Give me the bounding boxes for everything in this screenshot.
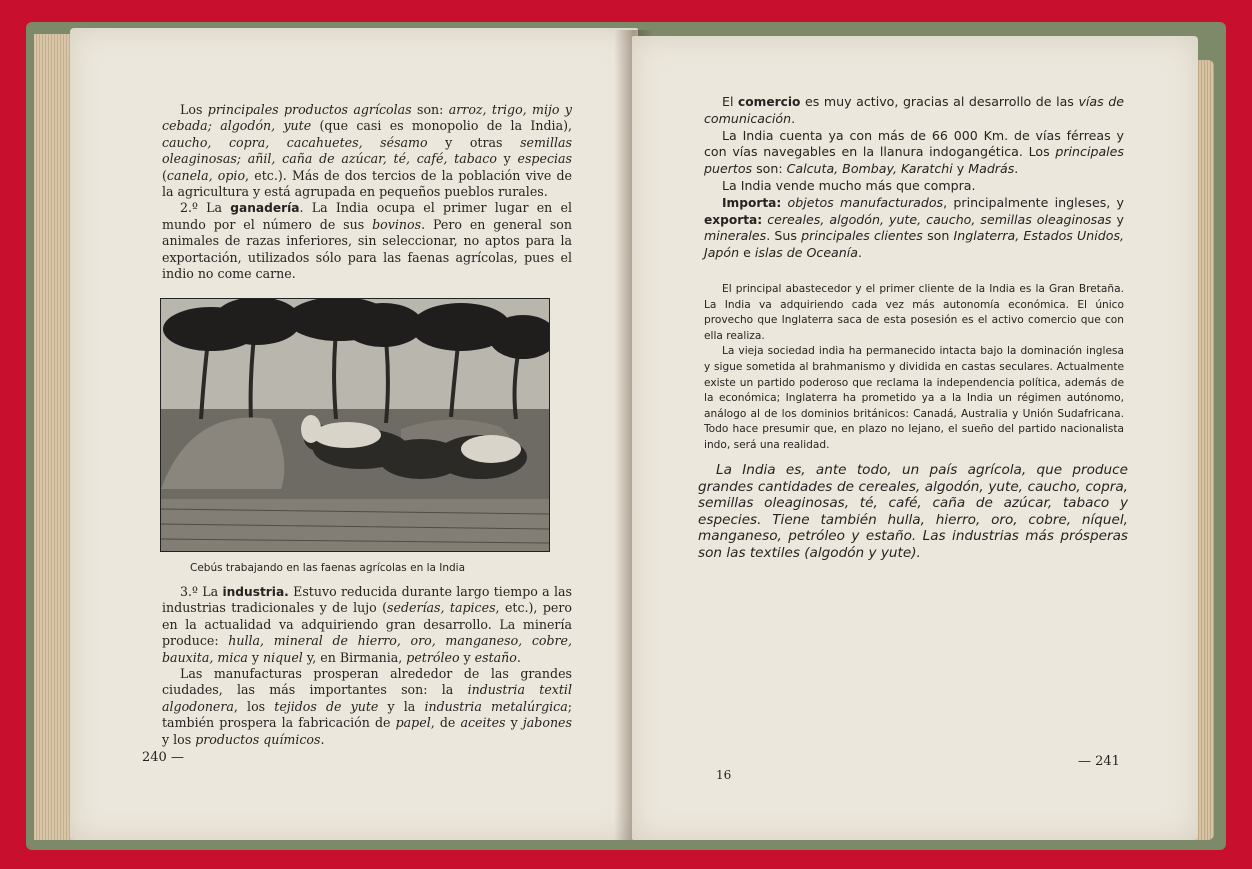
paragraph-manufactures: Las manufacturas prosperan alrededor de las grandes ciudades, las más importantes son: la industria textil algodonera, los tejidos de yute y la industria metalúrgica; también prospera la fabricación de papel, de aceites y jabones y los productos químicos. <box>162 666 572 747</box>
left-column <box>162 102 572 282</box>
paragraph-livestock: 2.º La ganadería. La India ocupa el primer lugar en el mundo por el número de sus bovinos. Pero en general son animales de razas inferiores, sin seleccionar, no aptos para la exportación, utilizados sólo para las faenas agrícolas, pues el indio no come carne. <box>162 200 572 282</box>
right-page <box>632 36 1198 840</box>
paragraph-agricultural-products: Los principales productos agrícolas son: arroz, trigo, mijo y cebada; algodón, yute (que casi es monopolio de la India), caucho, copra, cacahuetes, sésamo y otras semillas oleaginosas; añil, caña de azúcar, té, café, tabaco y especias (canela, opio, etc.). Más de dos tercios de la población vive de la agricultura y está agrupada en pequeños pueblos rurales. <box>162 102 573 200</box>
paragraph-great-britain: El principal abastecedor y el primer cliente de la India es la Gran Bretaña. La India va adquiriendo cada vez más autonomía económica. El único provecho que Inglaterra saca de esta posesión es el activo comercio que con ella realiza. <box>704 283 1124 342</box>
page-number-right: — 241 <box>1078 754 1120 769</box>
left-column-lower <box>162 584 572 748</box>
paragraph-railways: La India cuenta ya con más de 66 000 Km. de vías férreas y con vías navegables en la llanura indogangética. Los principales puertos son: Calcuta, Bombay, Karatchi y Madrás. <box>704 127 1124 177</box>
paragraph-commerce: El comercio es muy activo, gracias al desarrollo de las vías de comunicación. <box>704 94 1124 126</box>
photo-zebu-oxen <box>160 298 550 552</box>
signature-mark: 16 <box>716 768 732 782</box>
right-column-upper <box>704 94 1124 262</box>
paragraph-imports-exports: Importa: objetos manufacturados, principalmente ingleses, y exporta: cereales, algodón, yute, caucho, semillas oleaginosas y minerales. Sus principales clientes son Inglaterra, Estados Unidos, Japón e islas de Oceanía. <box>704 194 1125 261</box>
figure-caption: Cebús trabajando en las faenas agrícolas en la India <box>190 562 466 574</box>
summary-text: La India es, ante todo, un país agrícola, que produce grandes cantidades de cereales, algodón, yute, caucho, copra, semillas oleaginosas, té, café, caña de azúcar, tabaco y especies. Tiene también hulla, hierro, oro, cobre, níquel, manganeso, petróleo y estaño. Las industrias más prósperas son las textiles (algodón y yute). <box>698 462 1128 561</box>
zebu-photo-illustration <box>161 299 549 551</box>
page-number-left: 240 — <box>142 750 184 765</box>
summary-box <box>698 462 1128 561</box>
paragraph-sells-more: La India vende mucho más que compra. <box>722 177 976 193</box>
left-page <box>70 28 638 840</box>
paragraph-industry: 3.º La industria. Estuvo reducida durante largo tiempo a las industrias tradicionales y de lujo (sederías, tapices, etc.), pero en la actualidad va adquiriendo gran desarrollo. La minería produce: hulla, mineral de hierro, oro, manganeso, cobre, bauxita, mica y niquel y, en Birmania, petróleo y estaño. <box>162 584 573 665</box>
right-column-small-print <box>704 282 1124 454</box>
paragraph-society: La vieja sociedad india ha permanecido intacta bajo la dominación inglesa y sigue sometida al brahmanismo y dividida en castas seculares. Actualmente existe un partido poderoso que reclama la independencia política, además de la económica; Inglaterra ha prometido ya a la India un régimen autónomo, análogo al de los dominios británicos: Canadá, Australia y Unión Sudafricana. Todo hace presumir que, en plazo no lejano, el sueño del partido nacionalista indo, será una realidad. <box>704 345 1124 451</box>
